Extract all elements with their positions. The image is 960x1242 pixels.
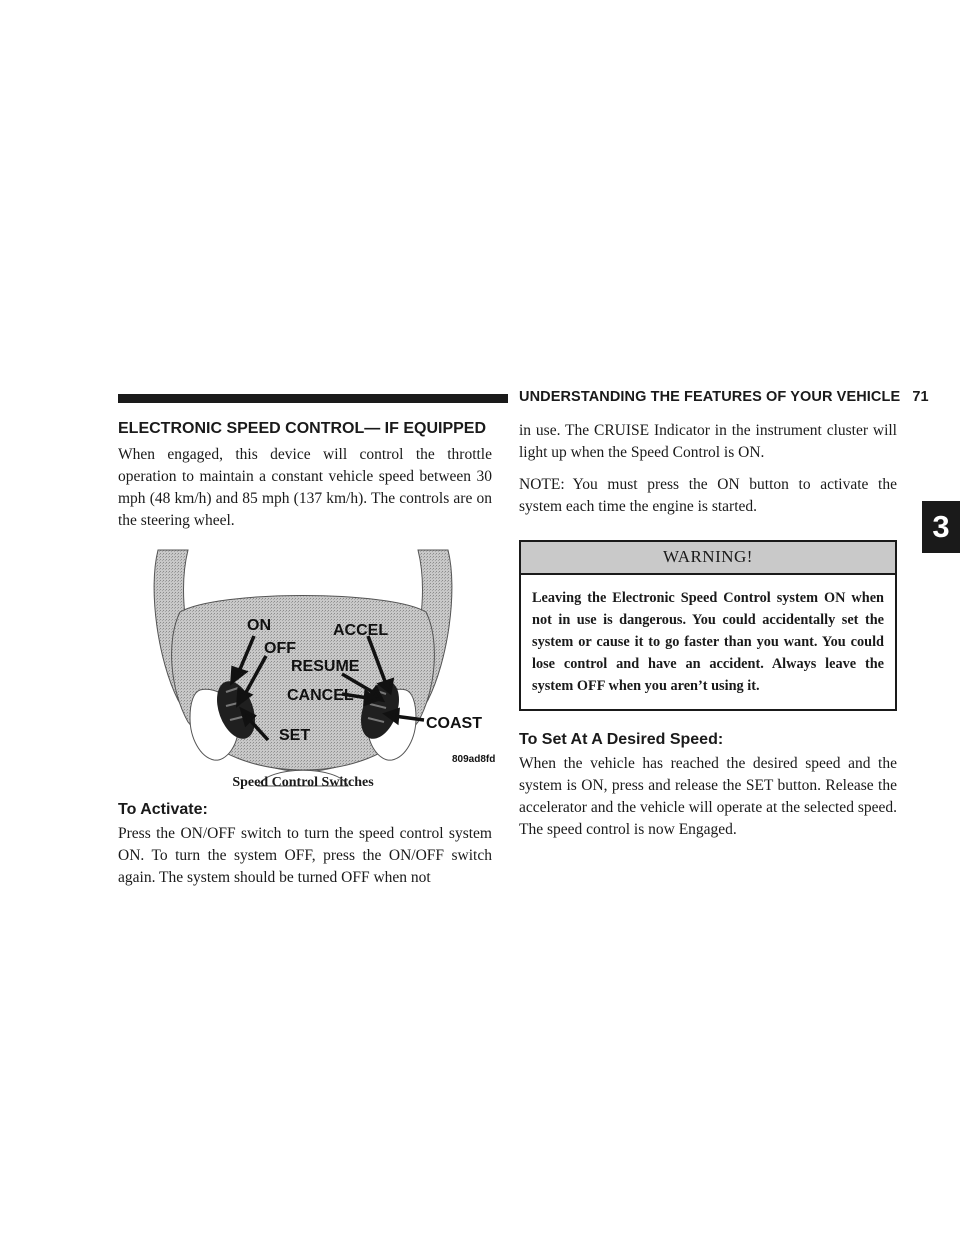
label-on: ON xyxy=(247,617,271,634)
warning-title: WARNING! xyxy=(521,542,895,575)
subheading-set-speed: To Set At A Desired Speed: xyxy=(519,731,724,748)
note-label: NOTE: xyxy=(519,476,565,493)
warning-box xyxy=(519,540,897,711)
header-rule xyxy=(118,394,508,403)
note-paragraph xyxy=(519,474,897,518)
intro-paragraph: When engaged, this device will control the throttle operation to maintain a constant vehicle speed between 30 mph (48 km/h) and 85 mph (137 km/h). The controls are on the steering wheel. xyxy=(118,446,492,529)
header-title: UNDERSTANDING THE FEATURES OF YOUR VEHICLE xyxy=(519,389,901,405)
warning-text: Leaving the Electronic Speed Control system ON when not in use is dangerous. You could accidentally set the system or cause it to go faster than you want. You could lose control and have an accident. Always leave the system OFF when you aren’t using it. xyxy=(532,590,884,694)
steering-wheel-figure xyxy=(118,550,496,791)
label-resume: RESUME xyxy=(291,658,360,675)
figure-caption: Speed Control Switches xyxy=(232,775,374,790)
set-speed-paragraph: When the vehicle has reached the desired speed and the system is ON, press and release the SET button. Release the accelerator and the vehicle will operate at the selected speed. The speed control is now Engaged. xyxy=(519,755,897,838)
label-set: SET xyxy=(279,727,311,744)
label-coast: COAST xyxy=(426,715,482,732)
label-cancel: CANCEL xyxy=(287,687,354,704)
label-off: OFF xyxy=(264,640,296,657)
note-text: You must press the ON button to activate the system each time the engine is started. xyxy=(519,476,897,515)
figure-code: 809ad8fd xyxy=(452,754,496,765)
activate-paragraph: Press the ON/OFF switch to turn the speed control system ON. To turn the system OFF, press the ON/OFF switch again. The system should be turned OFF when not xyxy=(118,825,492,886)
section-heading: ELECTRONIC SPEED CONTROL— IF EQUIPPED xyxy=(118,420,487,437)
right-column xyxy=(519,420,897,841)
subheading-activate: To Activate: xyxy=(118,801,208,818)
steering-wheel-illustration xyxy=(118,550,496,791)
left-column xyxy=(118,420,496,889)
page-number: 71 xyxy=(912,389,929,405)
label-accel: ACCEL xyxy=(333,622,389,639)
running-header xyxy=(519,389,929,405)
chapter-tab: 3 xyxy=(922,501,960,553)
continued-paragraph: in use. The CRUISE Indicator in the instrument cluster will light up when the Speed Control is ON. xyxy=(519,422,897,461)
